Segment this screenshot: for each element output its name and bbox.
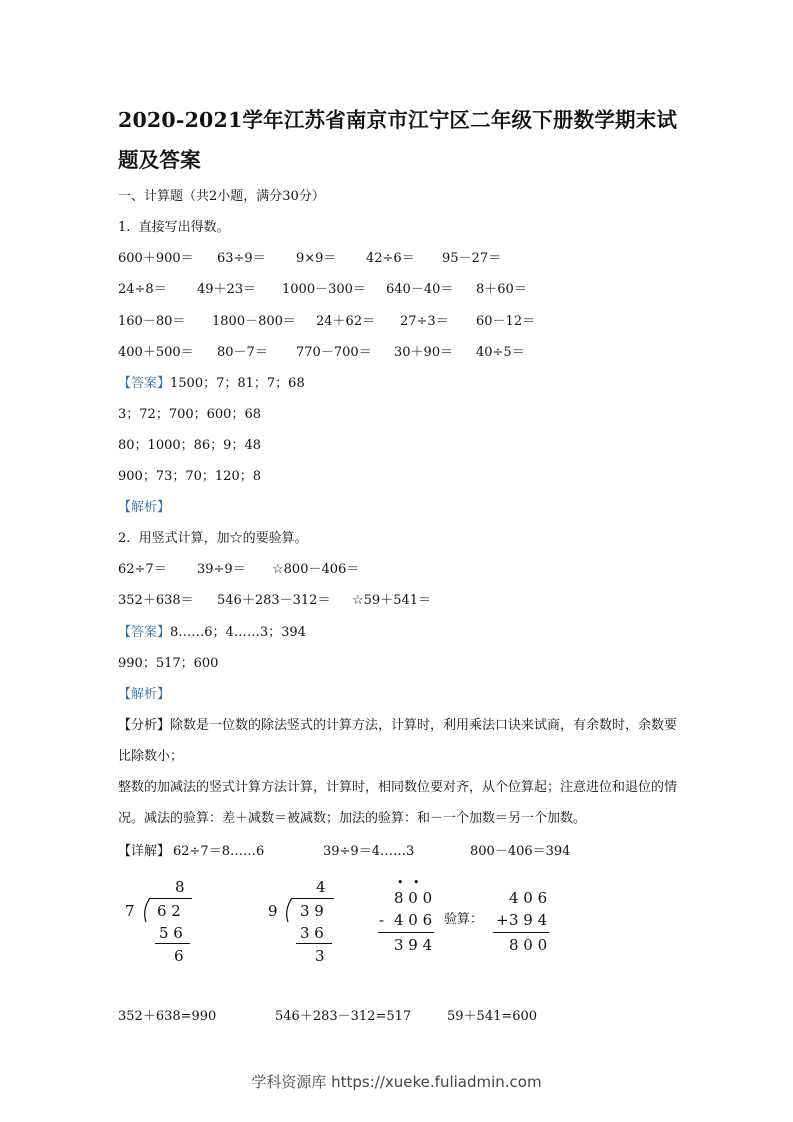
result-eq: 352＋638=990: [118, 1009, 217, 1024]
quotient: 4: [316, 878, 326, 896]
q1-cell: 160－80＝: [118, 314, 186, 329]
section-heading: 一、计算题（共2小题，满分30分）: [118, 189, 325, 204]
minuend: 8 0 0: [394, 889, 433, 907]
difference: 3 9 4: [394, 936, 433, 954]
q1-cell: 9×9＝: [296, 251, 337, 266]
q1-answer-line: 3；72；700；600；68: [118, 407, 261, 422]
q2-cell: 352＋638＝: [118, 593, 194, 608]
analysis-tag: 【解析】: [118, 500, 171, 515]
remainder: 3: [315, 947, 325, 965]
q2-cell: 39÷9＝: [197, 562, 246, 577]
addend-1: 4 0 6: [509, 889, 548, 907]
q1-cell: 27÷3＝: [400, 314, 449, 329]
plus-sign: +: [496, 911, 509, 929]
analysis-paragraph-2: 整数的加减法的竖式计算方法计算，计算时，相同数位要对齐，从个位算起；注意进位和退位的情况。减法的验算：差＋减数＝被减数；加法的验算：和－一个加数＝另一个加数。: [118, 780, 678, 826]
quotient: 8: [175, 878, 185, 896]
q2-cell: 546＋283－312＝: [217, 593, 331, 608]
q2-cell: 62÷7＝: [118, 562, 167, 577]
division-bar: [292, 898, 334, 899]
division-bar: [150, 898, 192, 899]
q1-cell: 42÷6＝: [366, 251, 415, 266]
dividend: 6 2: [157, 902, 181, 920]
q1-answer-line: 900；73；70；120；8: [118, 469, 261, 484]
q1-cell: 49＋23＝: [197, 282, 257, 297]
check-label: 验算：: [444, 912, 484, 927]
q1-cell: 1000－300＝: [282, 282, 366, 297]
q1-cell: 60－12＝: [476, 314, 536, 329]
q2-cell: ☆59＋541＝: [352, 593, 432, 608]
q1-cell: 24÷8＝: [118, 282, 167, 297]
q1-cell: 400＋500＝: [118, 345, 194, 360]
borrow-dots: • •: [397, 876, 423, 889]
q1-cell: 63÷9＝: [217, 251, 266, 266]
divisor: 9: [268, 902, 278, 920]
product: 5 6: [159, 924, 183, 942]
sum-line: [378, 932, 434, 933]
page-title: 2020-2021学年江苏省南京市江宁区二年级下册数学期末试题及答案: [118, 108, 678, 172]
detail-eq: 62÷7＝8……6: [173, 844, 265, 859]
detail-eq: 39÷9＝4……3: [323, 844, 415, 859]
q1-cell: 80－7＝: [217, 345, 268, 360]
result-eq: 546＋283－312=517: [275, 1009, 412, 1024]
result-eq: 59＋541=600: [447, 1009, 538, 1024]
answer-tag: 【答案】: [118, 376, 171, 391]
q1-cell: 770－700＝: [296, 345, 372, 360]
detail-eq: 800－406＝394: [470, 844, 571, 859]
q1-cell: 640－40＝: [386, 282, 454, 297]
analysis-tag: 【解析】: [118, 687, 171, 702]
minus-sign: -: [379, 911, 385, 929]
q2-answer-line: 【答案】8……6；4……3；394: [118, 625, 306, 640]
question-1-prompt: 1. 直接写出得数。: [118, 220, 230, 235]
q1-cell: 8＋60＝: [476, 282, 527, 297]
q1-cell: 40÷5＝: [476, 345, 525, 360]
subtrahend: 4 0 6: [394, 911, 433, 929]
analysis-paragraph: 【分析】除数是一位数的除法竖式的计算方法，计算时，利用乘法口诀来试商，有余数时，余数要比除数小；: [118, 718, 678, 764]
sum-line: [493, 932, 549, 933]
footer-watermark: 学科资源库 https://xueke.fuliadmin.com: [251, 1073, 542, 1091]
answer-tag: 【答案】: [118, 625, 171, 640]
q2-answer-line: 990；517；600: [118, 656, 219, 671]
q1-cell: 1800－800＝: [212, 314, 296, 329]
q1-cell: 30＋90＝: [394, 345, 454, 360]
q1-answer-line: 【答案】1500；7；81；7；68: [118, 376, 305, 391]
q1-cell: 24＋62＝: [316, 314, 376, 329]
dividend: 3 9: [300, 902, 324, 920]
divisor: 7: [125, 902, 135, 920]
division-bracket: [140, 897, 154, 923]
fenxi-tag: 【分析】: [118, 718, 171, 733]
sum: 8 0 0: [509, 936, 548, 954]
subtract-line: [155, 943, 190, 944]
addend-2: 3 9 4: [509, 911, 548, 929]
q1-cell: 95－27＝: [442, 251, 502, 266]
question-2-prompt: 2. 用竖式计算，加☆的要验算。: [118, 531, 308, 546]
division-bracket: [282, 897, 296, 923]
q1-answer-line: 80；1000；86；9；48: [118, 438, 261, 453]
q1-cell: 600＋900＝: [118, 251, 194, 266]
q2-cell: ☆800－406＝: [272, 562, 360, 577]
product: 3 6: [300, 924, 324, 942]
remainder: 6: [174, 947, 184, 965]
subtract-line: [296, 943, 332, 944]
detail-label: 【详解】: [118, 844, 171, 859]
